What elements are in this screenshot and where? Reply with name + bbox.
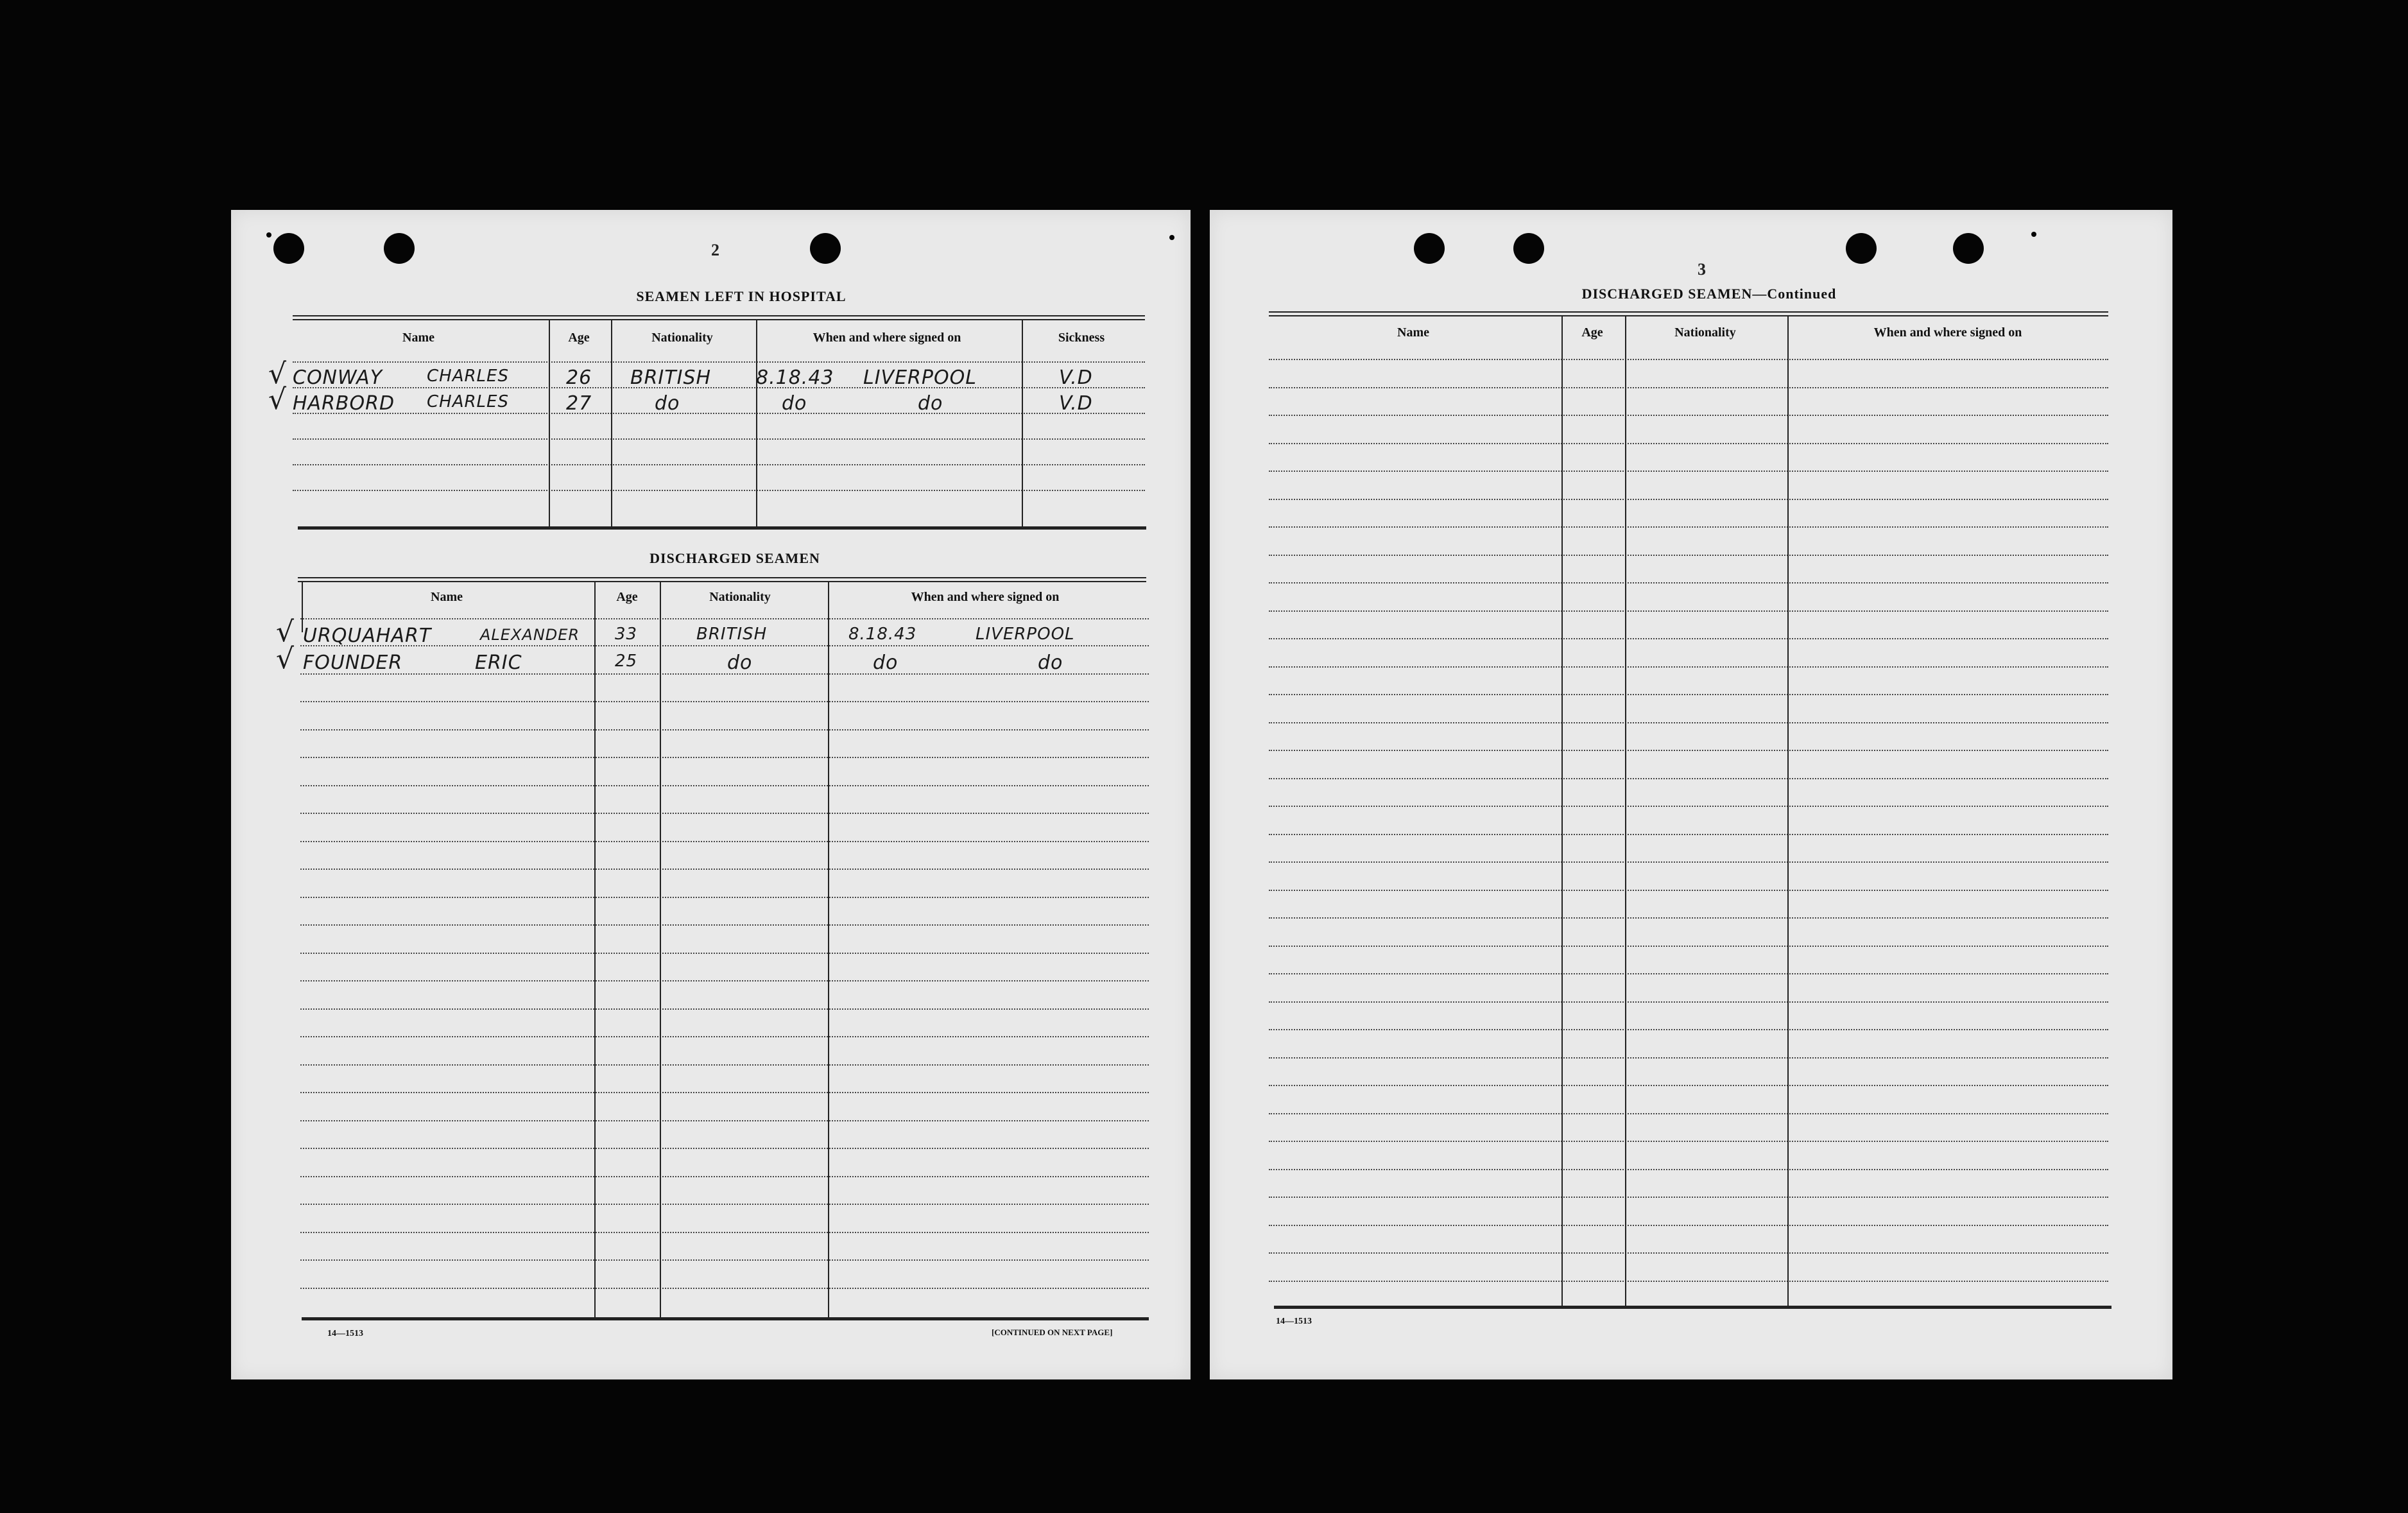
col-header-signed-on: When and where signed on bbox=[1873, 325, 2022, 340]
row-rule bbox=[300, 1288, 1149, 1289]
seaman-nationality: BRITISH bbox=[696, 625, 768, 644]
continued-note: [CONTINUED ON NEXT PAGE] bbox=[992, 1327, 1113, 1337]
row-rule bbox=[300, 785, 1149, 786]
col-header-nationality: Nationality bbox=[709, 590, 771, 604]
row-rule bbox=[300, 953, 1149, 954]
row-rule bbox=[300, 757, 1149, 758]
seaman-given-name: ERIC bbox=[475, 652, 522, 674]
row-rule bbox=[293, 464, 1145, 465]
seaman-nationality: BRITISH bbox=[630, 367, 712, 389]
col-header-age: Age bbox=[568, 331, 590, 345]
row-rule bbox=[1269, 834, 2108, 835]
row-rule bbox=[1269, 973, 2108, 974]
row-rule bbox=[293, 413, 1145, 414]
sickness: V.D bbox=[1059, 367, 1093, 389]
row-rule bbox=[1269, 917, 2108, 919]
row-rule bbox=[300, 841, 1149, 842]
row-rule bbox=[300, 729, 1149, 731]
row-rule bbox=[1269, 694, 2108, 695]
row-rule bbox=[1269, 722, 2108, 723]
header-rule bbox=[293, 361, 1145, 363]
signed-on-place: LIVERPOOL bbox=[863, 367, 977, 389]
punch-hole bbox=[1953, 233, 1984, 264]
row-rule bbox=[1269, 1085, 2108, 1086]
row-rule bbox=[1269, 1197, 2108, 1198]
seaman-given-name: CHARLES bbox=[427, 392, 509, 411]
row-rule bbox=[1269, 890, 2108, 891]
row-rule bbox=[300, 1092, 1149, 1093]
row-rule bbox=[300, 1148, 1149, 1149]
column-divider bbox=[828, 581, 829, 1319]
row-rule bbox=[300, 1064, 1149, 1066]
column-divider bbox=[611, 319, 612, 528]
seaman-surname: FOUNDER bbox=[303, 652, 403, 674]
row-rule bbox=[1269, 1281, 2108, 1282]
signed-on-date: 8.18.43 bbox=[848, 625, 917, 644]
signed-on-date: 8.18.43 bbox=[756, 367, 834, 389]
row-rule bbox=[300, 980, 1149, 981]
punch-hole bbox=[810, 233, 841, 264]
column-divider bbox=[756, 319, 757, 528]
row-rule bbox=[300, 924, 1149, 926]
row-rule bbox=[300, 869, 1149, 870]
row-rule bbox=[293, 438, 1145, 440]
row-rule bbox=[300, 673, 1149, 675]
row-rule bbox=[300, 897, 1149, 898]
table-bottom-rule bbox=[298, 526, 1146, 530]
seaman-surname: HARBORD bbox=[293, 392, 395, 415]
row-rule bbox=[300, 1008, 1149, 1010]
signed-on-place: do bbox=[918, 392, 943, 415]
table-bottom-rule bbox=[302, 1317, 1149, 1320]
tick-mark: √ bbox=[268, 383, 287, 416]
col-header-nationality: Nationality bbox=[1674, 325, 1736, 340]
page-number: 2 bbox=[711, 241, 719, 259]
seaman-age: 33 bbox=[615, 625, 638, 644]
column-divider bbox=[660, 581, 661, 1319]
column-divider bbox=[549, 319, 550, 528]
row-rule bbox=[1269, 861, 2108, 863]
seaman-surname: URQUAHART bbox=[303, 625, 432, 647]
column-divider bbox=[1561, 315, 1563, 1308]
left-page bbox=[231, 210, 1191, 1379]
row-rule bbox=[1269, 443, 2108, 444]
signed-on-place: do bbox=[1038, 652, 1063, 674]
row-rule bbox=[1269, 1001, 2108, 1003]
row-rule bbox=[300, 1259, 1149, 1261]
row-rule bbox=[1269, 778, 2108, 779]
row-rule bbox=[300, 1036, 1149, 1037]
row-rule bbox=[1269, 610, 2108, 612]
scan-speck bbox=[2031, 232, 2036, 237]
scan-speck bbox=[266, 232, 271, 238]
table-top-rule bbox=[293, 315, 1145, 320]
row-rule bbox=[300, 813, 1149, 814]
row-rule bbox=[1269, 1029, 2108, 1030]
column-divider bbox=[1787, 315, 1789, 1308]
col-header-name: Name bbox=[402, 331, 434, 345]
page-number: 3 bbox=[1698, 260, 1706, 279]
row-rule bbox=[1269, 638, 2108, 639]
seaman-age: 25 bbox=[615, 652, 638, 671]
signed-on-date: do bbox=[782, 392, 807, 415]
seaman-nationality: do bbox=[727, 652, 753, 674]
row-rule bbox=[1269, 1113, 2108, 1114]
table-bottom-rule bbox=[1274, 1306, 2111, 1309]
signed-on-date: do bbox=[873, 652, 899, 674]
hospital-section-title: SEAMEN LEFT IN HOSPITAL bbox=[636, 288, 847, 304]
row-rule bbox=[300, 1176, 1149, 1177]
seaman-age: 26 bbox=[566, 367, 592, 389]
punch-hole bbox=[273, 233, 304, 264]
row-rule bbox=[1269, 750, 2108, 751]
tick-mark: √ bbox=[276, 616, 295, 648]
col-header-sickness: Sickness bbox=[1058, 331, 1105, 345]
seaman-given-name: ALEXANDER bbox=[480, 626, 580, 644]
row-rule bbox=[1269, 1169, 2108, 1170]
signed-on-place: LIVERPOOL bbox=[976, 625, 1075, 644]
row-rule bbox=[300, 1232, 1149, 1233]
table-top-rule bbox=[1269, 311, 2108, 316]
form-number: 14—1513 bbox=[327, 1329, 363, 1338]
row-rule bbox=[1269, 415, 2108, 416]
punch-hole bbox=[1846, 233, 1877, 264]
row-rule bbox=[1269, 1252, 2108, 1254]
seaman-surname: CONWAY bbox=[293, 367, 383, 389]
form-number: 14—1513 bbox=[1276, 1317, 1312, 1326]
column-divider bbox=[1625, 315, 1626, 1308]
col-header-name: Name bbox=[1397, 325, 1429, 340]
col-header-nationality: Nationality bbox=[651, 331, 713, 345]
punch-hole bbox=[384, 233, 415, 264]
scan-speck bbox=[1169, 235, 1174, 240]
row-rule bbox=[1269, 806, 2108, 807]
col-header-signed-on: When and where signed on bbox=[813, 331, 961, 345]
punch-hole bbox=[1513, 233, 1544, 264]
row-rule bbox=[1269, 582, 2108, 584]
header-rule bbox=[300, 618, 1149, 619]
row-rule bbox=[293, 490, 1145, 491]
col-header-age: Age bbox=[616, 590, 638, 604]
discharged-section-title: DISCHARGED SEAMEN bbox=[649, 550, 820, 566]
row-rule bbox=[1269, 359, 2108, 360]
row-rule bbox=[1269, 387, 2108, 388]
table-top-rule bbox=[298, 577, 1146, 582]
column-divider bbox=[1022, 319, 1023, 528]
row-rule bbox=[1269, 666, 2108, 668]
row-rule bbox=[1269, 946, 2108, 947]
row-rule bbox=[293, 387, 1145, 388]
row-rule bbox=[1269, 555, 2108, 556]
column-divider bbox=[594, 581, 596, 1319]
right-page bbox=[1210, 210, 2172, 1379]
row-rule bbox=[1269, 1141, 2108, 1142]
row-rule bbox=[1269, 1225, 2108, 1226]
row-rule bbox=[300, 1204, 1149, 1205]
row-rule bbox=[1269, 526, 2108, 528]
row-rule bbox=[1269, 1057, 2108, 1059]
seaman-nationality: do bbox=[655, 392, 680, 415]
tick-mark: √ bbox=[276, 643, 295, 675]
seaman-age: 27 bbox=[566, 392, 592, 415]
punch-hole bbox=[1414, 233, 1445, 264]
row-rule bbox=[300, 1120, 1149, 1121]
col-header-age: Age bbox=[1581, 325, 1603, 340]
row-rule bbox=[1269, 499, 2108, 500]
row-rule bbox=[300, 701, 1149, 702]
col-header-signed-on: When and where signed on bbox=[911, 590, 1060, 604]
tick-mark: √ bbox=[268, 358, 287, 390]
col-header-name: Name bbox=[431, 590, 463, 604]
row-rule bbox=[1269, 471, 2108, 472]
sickness: V.D bbox=[1059, 392, 1093, 415]
seaman-given-name: CHARLES bbox=[427, 367, 509, 386]
discharged-continued-title: DISCHARGED SEAMEN—Continued bbox=[1581, 286, 1837, 302]
